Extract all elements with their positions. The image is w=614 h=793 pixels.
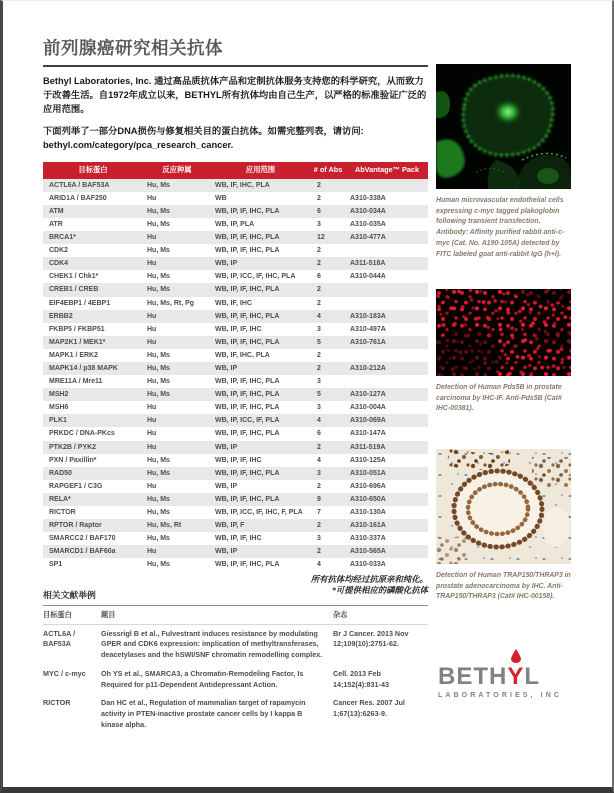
figure-caption: Human microvascular endothelial cells expressing c-myc tagged plakoglobin following transient transfection. Antibody: Affinity purified rabbit anti-c-myc (Cat. No. A190-105A) detected by FITC labeled goat anti-rabbit IgG (h+l). xyxy=(436,197,565,258)
applications-cell: WB, IF, IHC xyxy=(215,299,252,307)
abvantage-pack-cell xyxy=(346,179,428,192)
reference-journal-cell: Cancer Res. 2007 Jul 1;67(13):6263-9. xyxy=(333,698,405,719)
abs-count-cell: 12 xyxy=(317,234,325,242)
antibody-row xyxy=(43,179,428,192)
abvantage-pack-cell xyxy=(346,297,428,310)
abs-count-cell: 2 xyxy=(317,522,321,530)
abvantage-pack-cell: A310-125A xyxy=(350,456,386,464)
abs-count-cell: 4 xyxy=(317,312,321,320)
target-protein-cell: CREB1 / CREB xyxy=(49,286,99,294)
abs-count-cell: 6 xyxy=(317,430,321,438)
target-protein-cell: MRE11A / Mre11 xyxy=(49,378,103,386)
antibody-row xyxy=(43,441,428,454)
target-protein-cell: RICTOR xyxy=(49,509,76,517)
abvantage-pack-cell: A310-212A xyxy=(350,365,386,372)
logo-text-post: L xyxy=(524,663,541,690)
bethyl-logo xyxy=(438,651,588,699)
references-table xyxy=(43,605,428,735)
reference-column-header: 目标蛋白 xyxy=(43,605,101,624)
applications-cell: WB, IP, IF, IHC xyxy=(215,456,262,464)
table-intro-paragraph xyxy=(43,125,428,153)
abs-count-cell: 2 xyxy=(317,351,321,359)
abs-count-cell: 2 xyxy=(317,194,321,202)
abvantage-pack-cell: A310-497A xyxy=(350,325,386,333)
antibody-row xyxy=(43,519,428,532)
applications-cell: WB, IP, IF, IHC xyxy=(215,325,262,333)
species-cell: Hu, Ms xyxy=(147,456,170,464)
abs-count-cell: 7 xyxy=(317,509,321,517)
reference-title-cell: Giessrigl B et al., Fulvestrant induces resistance by modulating GPER and CDK6 expression: implication of methyltransferases, deacetylases and the hSWI/SNF chromatin remodelling complex. xyxy=(101,628,323,660)
abs-count-cell: 2 xyxy=(317,365,321,372)
antibody-table xyxy=(43,162,428,572)
target-protein-cell: PTK2B / PYK2 xyxy=(49,443,97,451)
target-protein-cell: SMARCC2 / BAF170 xyxy=(49,535,116,543)
applications-cell: WB, IP, IF, IHC, PLA xyxy=(215,391,280,399)
target-protein-cell: PLK1 xyxy=(49,417,67,425)
antibody-row xyxy=(43,401,428,414)
species-cell: Hu xyxy=(147,338,157,346)
logo-wordmark xyxy=(438,665,588,689)
abvantage-pack-cell: A311-518A xyxy=(350,260,386,268)
target-protein-cell: CDK4 xyxy=(49,260,69,268)
target-protein-cell: PXN / Paxillin* xyxy=(49,456,97,464)
applications-cell: WB, IP, IF, IHC xyxy=(215,535,262,543)
antibody-row xyxy=(43,388,428,401)
abvantage-pack-cell: A310-130A xyxy=(350,509,386,517)
species-cell: Hu xyxy=(147,234,157,242)
applications-cell: WB, IP xyxy=(215,443,238,451)
antibody-row xyxy=(43,205,428,218)
table-intro-text: 下面列举了一部分DNA损伤与修复相关目的蛋白抗体。如需完整列表，请访问: xyxy=(43,125,364,136)
references-section-title: 相关文献举例 xyxy=(43,589,96,600)
reference-column-header: 题目 xyxy=(101,605,333,624)
logo-letter-y: Y xyxy=(507,663,524,690)
applications-cell: WB, IP, IF, IHC, PLA xyxy=(215,286,280,294)
antibody-row xyxy=(43,480,428,493)
species-cell: Hu xyxy=(147,312,157,320)
antibody-table-header xyxy=(43,162,428,179)
applications-cell: WB, IP, IF, IHC, PLA xyxy=(215,404,280,412)
abs-count-cell: 2 xyxy=(317,286,321,294)
species-cell: Hu xyxy=(147,482,157,490)
species-cell: Hu xyxy=(147,548,157,556)
reference-row xyxy=(43,665,428,695)
target-protein-cell: SP1 xyxy=(49,561,63,569)
species-cell: Hu xyxy=(147,260,157,268)
abs-count-cell: 3 xyxy=(317,220,321,228)
antibody-row xyxy=(43,297,428,310)
abvantage-pack-cell: A310-696A xyxy=(350,482,386,490)
target-protein-cell: MSH2 xyxy=(49,391,69,399)
abs-count-cell: 3 xyxy=(317,404,321,412)
applications-cell: WB, IP, IF, IHC, PLA xyxy=(215,247,280,255)
antibody-row xyxy=(43,506,428,519)
target-protein-cell: MAPK14 / p38 MAPK xyxy=(49,365,118,372)
antibody-row xyxy=(43,427,428,440)
antibody-row xyxy=(43,493,428,506)
target-protein-cell: CDK2 xyxy=(49,247,69,255)
abvantage-pack-cell: A310-004A xyxy=(350,404,386,412)
species-cell: Hu xyxy=(147,443,157,451)
applications-cell: WB, IP, IF, IHC, PLA xyxy=(215,378,280,386)
abs-count-cell: 2 xyxy=(317,443,321,451)
species-cell: Hu, Ms xyxy=(147,509,170,517)
references-header-row xyxy=(43,605,428,624)
species-cell: Hu, Ms xyxy=(147,378,170,386)
reference-title-cell: Oh YS et al., SMARCA3, a Chromatin-Remodeling Factor, Is Required for p11-Dependent Antidepressant Action. xyxy=(101,668,304,689)
droplet-icon xyxy=(511,649,521,663)
target-protein-cell: ARID1A / BAF250 xyxy=(49,194,107,202)
antibody-row xyxy=(43,558,428,571)
abvantage-pack-cell: A310-338A xyxy=(350,194,386,202)
reference-row xyxy=(43,694,428,734)
species-cell: Hu, Ms xyxy=(147,273,170,281)
applications-cell: WB, IP, ICC, IF, PLA xyxy=(215,417,280,425)
reference-column-header: 杂志 xyxy=(333,605,428,624)
references-table-header xyxy=(43,605,428,624)
title-divider xyxy=(43,65,428,67)
applications-cell: WB, IP, IF, IHC, PLA xyxy=(215,430,280,438)
species-cell: Hu, Ms xyxy=(147,207,170,215)
applications-cell: WB, IF, IHC, PLA xyxy=(215,351,270,359)
abs-count-cell: 2 xyxy=(317,548,321,556)
abvantage-pack-cell xyxy=(346,283,428,296)
species-cell: Hu, Ms, Rt xyxy=(147,522,182,530)
figure-caption: Detection of Human TRAP150/THRAP3 in prostate adenocarcinoma by IHC. Anti-TRAP150/THRAP3 (Cat# IHC-00158). xyxy=(436,572,571,601)
applications-cell: WB, IP, IF, IHC, PLA xyxy=(215,338,280,346)
abs-count-cell: 3 xyxy=(317,535,321,543)
applications-cell: WB, IP xyxy=(215,260,238,268)
target-protein-cell: CHEK1 / Chk1* xyxy=(49,273,99,281)
species-cell: Hu, Ms xyxy=(147,181,170,189)
antibody-row xyxy=(43,362,428,375)
abvantage-pack-cell: A310-044A xyxy=(350,273,386,281)
target-protein-cell: FKBP5 / FKBP51 xyxy=(49,325,105,333)
page-title: 前列腺癌研究相关抗体 xyxy=(43,38,223,58)
abvantage-pack-cell: A310-337A xyxy=(350,535,386,543)
target-protein-cell: RAPGEF1 / C3G xyxy=(49,482,103,490)
applications-cell: WB, IP, PLA xyxy=(215,220,255,228)
reference-title-cell: Dan HC et al., Regulation of mammalian target of rapamycin activity in PTEN-inactive prostate cancer cells by I kappa B kinase alpha. xyxy=(101,698,306,730)
applications-cell: WB, IP, IF, IHC, PLA xyxy=(215,234,280,242)
abvantage-pack-cell: A310-035A xyxy=(350,220,386,228)
green-if-micrograph xyxy=(436,64,571,189)
abvantage-pack-cell xyxy=(346,244,428,257)
antibody-column-header: 反应种属 xyxy=(143,162,211,179)
abs-count-cell: 3 xyxy=(317,378,321,386)
abs-count-cell: 2 xyxy=(317,260,321,268)
target-protein-cell: MAP2K1 / MEK1* xyxy=(49,338,106,346)
target-protein-cell: SMARCD1 / BAF60a xyxy=(49,548,116,556)
abs-count-cell: 3 xyxy=(317,325,321,333)
target-protein-cell: RELA* xyxy=(49,495,71,503)
antibody-table-body xyxy=(43,179,428,572)
abvantage-pack-cell: A310-034A xyxy=(350,207,386,215)
figure-ihc-brown xyxy=(436,449,571,603)
abs-count-cell: 3 xyxy=(317,469,321,477)
antibody-column-header: AbVantage™ Pack xyxy=(346,162,428,179)
abs-count-cell: 4 xyxy=(317,456,321,464)
target-protein-cell: RAD50 xyxy=(49,469,72,477)
catalog-link[interactable]: bethyl.com/category/pca_research_cancer. xyxy=(43,139,234,150)
target-protein-cell: ACTL6A / BAF53A xyxy=(49,181,110,189)
antibody-row xyxy=(43,467,428,480)
target-protein-cell: MAPK1 / ERK2 xyxy=(49,351,99,359)
target-protein-cell: ATM xyxy=(49,207,64,215)
logo-subtitle: LABORATORIES, INC xyxy=(438,692,562,699)
antibody-row xyxy=(43,532,428,545)
reference-protein-cell: ACTL6A / BAF53A xyxy=(43,628,76,649)
target-protein-cell: MSH6 xyxy=(49,404,69,412)
abvantage-pack-cell: A310-477A xyxy=(350,234,386,242)
abs-count-cell: 6 xyxy=(317,207,321,215)
table-footer-band xyxy=(43,574,428,601)
species-cell: Hu xyxy=(147,194,157,202)
antibody-row xyxy=(43,283,428,296)
abs-count-cell: 5 xyxy=(317,391,321,399)
abs-count-cell: 2 xyxy=(317,299,321,307)
applications-cell: WB, IP, ICC, IF, IHC, F, PLA xyxy=(215,509,303,517)
abvantage-pack-cell: A310-183A xyxy=(350,312,386,320)
abvantage-pack-cell: A310-069A xyxy=(350,417,386,425)
applications-cell: WB, IP, F xyxy=(215,522,245,530)
applications-cell: WB, IP, IF, IHC, PLA xyxy=(215,312,280,320)
footnote-purification: 所有抗体均经过抗原亲和纯化。 xyxy=(310,574,428,584)
species-cell: Hu, Ms xyxy=(147,535,170,543)
target-protein-cell: BRCA1* xyxy=(49,234,76,242)
figure-caption: Detection of Human Pds5B in prostate carcinoma by IHC-IF. Anti-Pds5B (Cat# IHC-00381). xyxy=(436,384,562,413)
antibody-row xyxy=(43,270,428,283)
species-cell: Hu, Ms xyxy=(147,495,170,503)
figure-immunofluorescence-green xyxy=(436,64,571,260)
figure-immunofluorescence-red xyxy=(436,289,571,415)
target-protein-cell: RPTOR / Raptor xyxy=(49,522,102,530)
reference-journal-cell: Cell. 2013 Feb 14;152(4):831-43 xyxy=(333,668,389,689)
applications-cell: WB, IP xyxy=(215,365,238,372)
table-footnotes xyxy=(311,574,428,597)
species-cell: Hu xyxy=(147,325,157,333)
species-cell: Hu xyxy=(147,404,157,412)
abvantage-pack-cell: A310-650A xyxy=(350,495,386,503)
species-cell: Hu, Ms xyxy=(147,351,170,359)
species-cell: Hu, Ms xyxy=(147,220,170,228)
abs-count-cell: 4 xyxy=(317,561,321,569)
reference-row xyxy=(43,624,428,665)
antibody-row xyxy=(43,375,428,388)
species-cell: Hu xyxy=(147,430,157,438)
abs-count-cell: 4 xyxy=(317,417,321,425)
abs-count-cell: 2 xyxy=(317,482,321,490)
red-if-micrograph xyxy=(436,289,571,376)
antibody-column-header: 目标蛋白 xyxy=(43,162,143,179)
antibody-row xyxy=(43,336,428,349)
applications-cell: WB, IP, IF, IHC, PLA xyxy=(215,469,280,477)
references-table-body xyxy=(43,624,428,735)
antibody-table-header-row xyxy=(43,162,428,179)
target-protein-cell: EIF4EBP1 / 4EBP1 xyxy=(49,299,111,307)
target-protein-cell: ATR xyxy=(49,220,63,228)
antibody-row xyxy=(43,244,428,257)
abvantage-pack-cell: A310-051A xyxy=(350,469,386,477)
intro-paragraph: Bethyl Laboratories, Inc. 通过高品质抗体产品和定制抗体服务支持您的科学研究，从而致力于改善生活。自1972年成立以来，BETHYL所有抗体均由自己生产，以严格的标准验证广泛的应用范围。 xyxy=(43,76,427,114)
species-cell: Hu xyxy=(147,417,157,425)
antibody-column-header: 应用范围 xyxy=(211,162,310,179)
species-cell: Hu, Ms xyxy=(147,391,170,399)
applications-cell: WB, IF, IHC, PLA xyxy=(215,181,270,189)
antibody-row xyxy=(43,349,428,362)
species-cell: Hu, Ms xyxy=(147,247,170,255)
antibody-row xyxy=(43,323,428,336)
antibody-row xyxy=(43,231,428,244)
applications-cell: WB, IP, IF, IHC, PLA xyxy=(215,561,280,569)
antibody-row xyxy=(43,192,428,205)
antibody-column-header: # of Abs xyxy=(310,162,346,179)
abs-count-cell: 6 xyxy=(317,273,321,281)
antibody-row xyxy=(43,310,428,323)
abvantage-pack-cell xyxy=(346,349,428,362)
species-cell: Hu, Ms xyxy=(147,286,170,294)
applications-cell: WB, IP xyxy=(215,482,238,490)
abvantage-pack-cell: A310-033A xyxy=(350,561,386,569)
species-cell: Hu, Ms, Rt, Pg xyxy=(147,299,195,307)
applications-cell: WB, IP, IF, IHC, PLA xyxy=(215,495,280,503)
antibody-row xyxy=(43,454,428,467)
abvantage-pack-cell: A310-565A xyxy=(350,548,386,556)
target-protein-cell: PRKDC / DNA-PKcs xyxy=(49,430,115,438)
species-cell: Hu, Ms xyxy=(147,365,170,372)
target-protein-cell: ERBB2 xyxy=(49,312,73,320)
abvantage-pack-cell: A310-147A xyxy=(350,430,386,438)
abs-count-cell: 9 xyxy=(317,495,321,503)
footnote-phospho: *可提供相应的磷酸化抗体 xyxy=(331,585,428,595)
antibody-row xyxy=(43,257,428,270)
reference-protein-cell: MYC / c-myc xyxy=(43,668,86,678)
abvantage-pack-cell: A311-519A xyxy=(350,443,386,451)
main-content-column xyxy=(43,35,428,735)
applications-cell: WB, IP xyxy=(215,548,238,556)
ihc-micrograph xyxy=(436,449,571,564)
abvantage-pack-cell: A310-127A xyxy=(350,391,386,399)
antibody-row xyxy=(43,414,428,427)
abs-count-cell: 5 xyxy=(317,338,321,346)
logo-text-pre: BETH xyxy=(438,663,508,690)
applications-cell: WB, IP, IF, IHC, PLA xyxy=(215,207,280,215)
abvantage-pack-cell: A310-161A xyxy=(350,522,386,530)
antibody-row xyxy=(43,545,428,558)
abs-count-cell: 2 xyxy=(317,247,321,255)
antibody-row xyxy=(43,218,428,231)
abs-count-cell: 2 xyxy=(317,181,321,189)
applications-cell: WB xyxy=(215,194,227,202)
reference-journal-cell: Br J Cancer. 2013 Nov 12;109(10):2751-62. xyxy=(333,628,409,649)
abvantage-pack-cell xyxy=(346,375,428,388)
species-cell: Hu, Ms xyxy=(147,561,170,569)
species-cell: Hu, Ms xyxy=(147,469,170,477)
applications-cell: WB, IP, ICC, IF, IHC, PLA xyxy=(215,273,296,281)
abvantage-pack-cell: A310-761A xyxy=(350,338,386,346)
reference-protein-cell: RICTOR xyxy=(43,698,71,708)
